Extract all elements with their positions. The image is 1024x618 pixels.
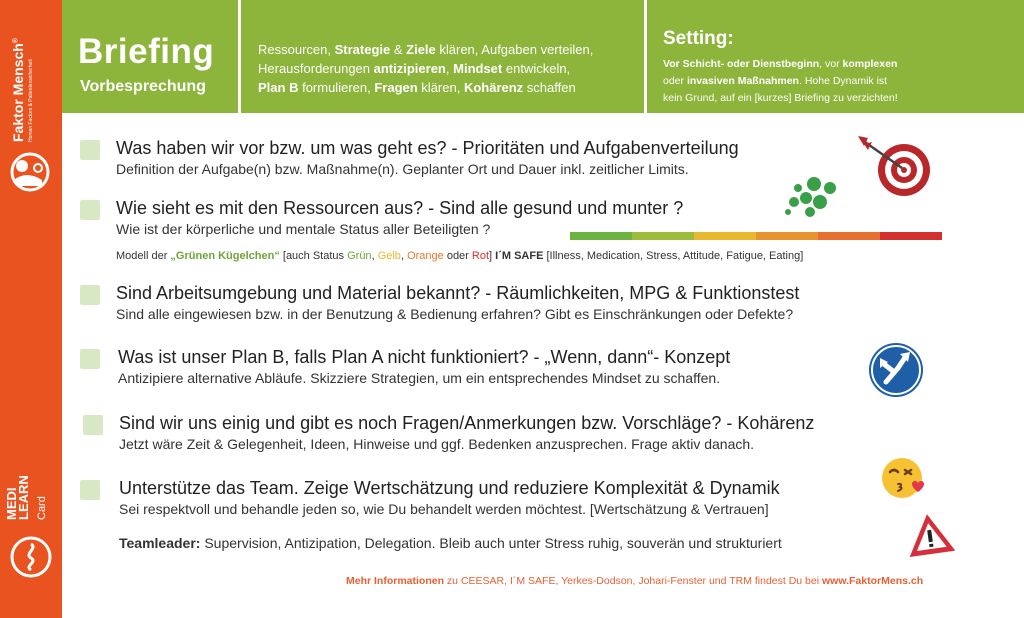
medi-learn-logo-icon (8, 534, 54, 580)
warning-sign-icon (904, 510, 956, 560)
sidebar (0, 0, 62, 618)
checkbox[interactable] (83, 415, 103, 435)
website-link[interactable]: www.FaktorMens.ch (821, 575, 924, 587)
checkbox[interactable] (80, 200, 100, 220)
item-title: Wie sieht es mit den Ressourcen aus? - Sind alle gesund und munter ? (116, 198, 684, 218)
detour-sign-icon (868, 342, 924, 398)
status-bar-segment-2 (632, 232, 694, 240)
green-balls-icon (780, 172, 844, 220)
status-bar-segment-6 (880, 232, 942, 240)
faktor-mensch-tagline: Human Factors & Patientensicherheit (28, 59, 34, 142)
faktor-mensch-logo-icon (8, 150, 52, 194)
checkbox[interactable] (80, 140, 100, 160)
page-title: Briefing (78, 32, 215, 71)
item-title: Sind wir uns einig und gibt es noch Fragen/Anmerkungen bzw. Vorschläge? - Kohärenz (119, 413, 815, 433)
item-description: Jetzt wäre Zeit & Gelegenheit, Ideen, Hinweise und ggf. Bedenken anzusprechen. Frage aktiv danach. (119, 436, 755, 452)
status-bar-segment-4 (756, 232, 818, 240)
medi-learn-logo-text: MEDI LEARN (4, 475, 31, 520)
item-description: Antizipiere alternative Abläufe. Skizziere Strategien, um ein entsprechendes Mindset zu schaffen. (118, 370, 721, 386)
checkbox[interactable] (80, 349, 100, 369)
teamleader-line: Teamleader: Supervision, Antizipation, Delegation. Bleib auch unter Stress ruhig, souverän und strukturiert (119, 535, 782, 551)
briefing-goals: Ressourcen, Strategie & Ziele klären, Aufgaben verteilen, Herausforderungen antizipieren, Mindset entwickeln, Plan B formulieren, Fragen klären, Kohärenz schaffen (258, 42, 594, 95)
footer-info: Mehr Informationen zu CEESAR, I´M SAFE, Yerkes-Dodson, Johari-Fenster und TRM findest Du bei www.FaktorMens.ch (346, 575, 924, 587)
item-note: Modell der „Grünen Kügelchen“ [auch Status Grün, Gelb, Orange oder Rot] I´M SAFE [Illness, Medication, Stress, Attitude, Fatigue, Eating] (116, 250, 804, 262)
header (62, 0, 1024, 113)
item-title: Was ist unser Plan B, falls Plan A nicht funktioniert? - „Wenn, dann“- Konzept (118, 347, 731, 367)
item-description: Sei respektvoll und behandle jeden so, wie Du behandelt werden möchtest. [Wertschätzung & Vertrauen] (119, 501, 769, 517)
status-bar-segment-1 (570, 232, 632, 240)
item-description: Definition der Aufgabe(n) bzw. Maßnahme(n). Geplanter Ort und Dauer inkl. zeitlicher Limits. (116, 161, 689, 177)
setting-title: Setting: (663, 28, 734, 49)
medi-learn-card-text: Card (36, 496, 48, 520)
item-title: Unterstütze das Team. Zeige Wertschätzung und reduziere Komplexität & Dynamik (119, 478, 780, 498)
setting-text: Vor Schicht- oder Dienstbeginn, vor komplexen oder invasiven Maßnahmen. Hohe Dynamik ist kein Grund, auf ein [kurzes] Briefing zu verzichten! (663, 58, 898, 104)
item-title: Sind Arbeitsumgebung und Material bekannt? - Räumlichkeiten, MPG & Funktionstest (116, 283, 800, 303)
faktor-mensch-logo-text: Faktor Mensch® (10, 38, 26, 142)
checkbox[interactable] (80, 285, 100, 305)
item-description: Wie ist der körperliche und mentale Status aller Beteiligten ? (116, 221, 491, 237)
status-color-bar (570, 232, 942, 240)
status-bar-segment-5 (818, 232, 880, 240)
kiss-emoji-icon (880, 456, 928, 500)
target-icon (856, 134, 932, 200)
checkbox[interactable] (80, 480, 100, 500)
item-title: Was haben wir vor bzw. um was geht es? - Prioritäten und Aufgabenverteilung (116, 138, 739, 158)
page-subtitle: Vorbesprechung (80, 78, 206, 95)
status-bar-segment-3 (694, 232, 756, 240)
item-description: Sind alle eingewiesen bzw. in der Benutzung & Bedienung erfahren? Gibt es Einschränkungen oder Defekte? (116, 306, 794, 322)
